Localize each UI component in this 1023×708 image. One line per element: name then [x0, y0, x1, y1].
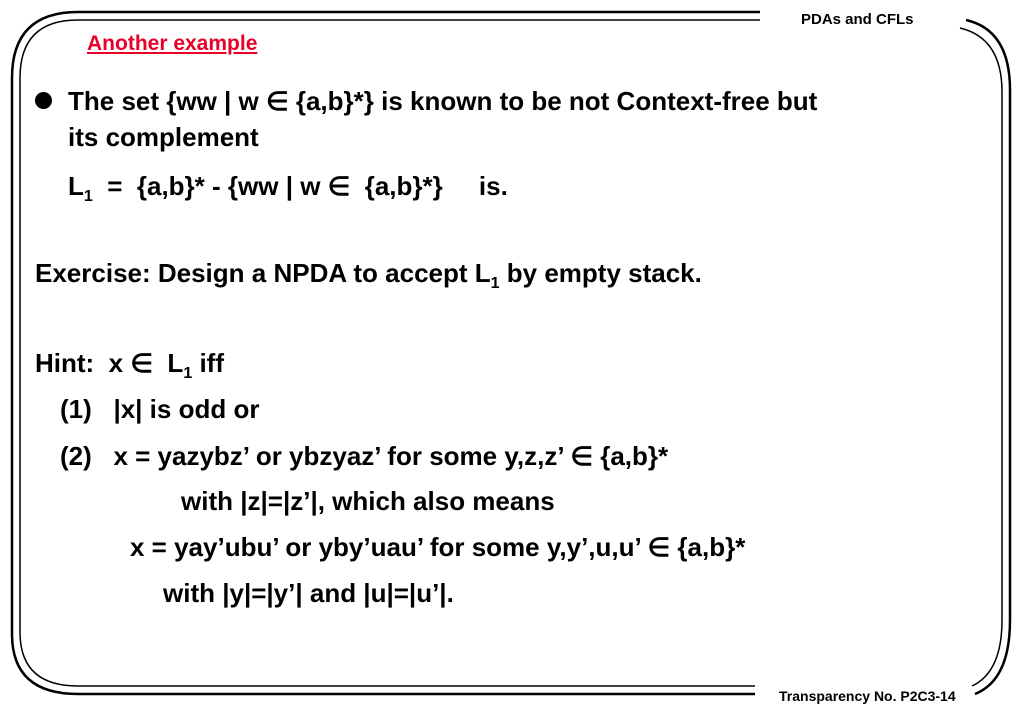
- hint-line: [35, 348, 224, 383]
- complement-definition: [68, 171, 508, 206]
- l1-definition: = {a,b}* - {ww | w ∈ {a,b}*} is.: [92, 171, 508, 201]
- hint-text: Hint: x ∈ L: [35, 348, 184, 378]
- condition-2-with: with |z|=|z’|, which also means: [181, 486, 555, 516]
- bullet-icon: [35, 92, 52, 109]
- hint-text-end: iff: [192, 348, 224, 378]
- exercise-subscript: 1: [490, 275, 500, 292]
- condition-2-with-lengths: with |y|=|y’| and |u|=|u’|.: [163, 578, 454, 608]
- condition-2: (2) x = yazybz’ or ybzyaz’ for some y,z,z’ ∈ {a,b}*: [60, 441, 669, 471]
- hint-subscript: 1: [183, 365, 193, 382]
- slide-title: Another example: [87, 32, 258, 55]
- exercise-text-end: by empty stack.: [499, 258, 702, 288]
- bullet-line-1: The set {ww | w ∈ {a,b}*} is known to be not Context-free but: [68, 86, 818, 116]
- footer-label: Transparency No. P2C3-14: [779, 688, 956, 704]
- header-title: PDAs and CFLs: [801, 11, 914, 28]
- l1-subscript: 1: [83, 188, 93, 205]
- bullet-line-2: its complement: [68, 122, 259, 152]
- exercise-line: [35, 258, 702, 293]
- condition-1: (1) |x| is odd or: [60, 394, 260, 424]
- condition-2-equivalent: x = yay’ubu’ or yby’uau’ for some y,y’,u,u’ ∈ {a,b}*: [130, 532, 746, 562]
- exercise-text: Exercise: Design a NPDA to accept L: [35, 258, 491, 288]
- l1-label: L: [68, 171, 84, 201]
